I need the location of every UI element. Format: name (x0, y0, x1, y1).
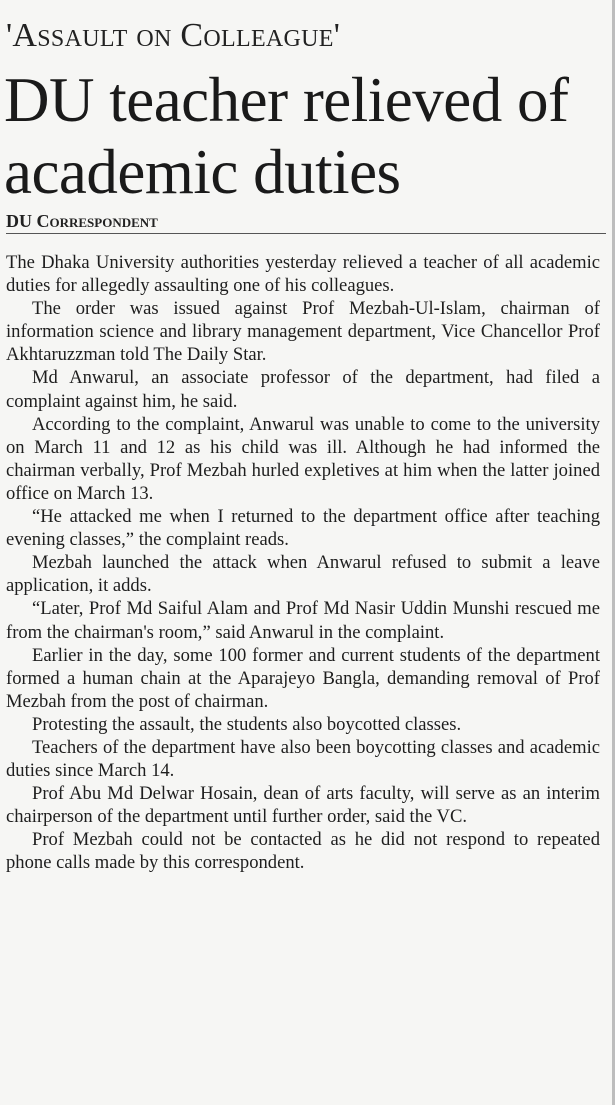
paragraph: The Dhaka University authorities yesterday relieved a teacher of all academic duties for allegedly assaulting one of his colleagues. (6, 252, 600, 297)
byline: DU Correspondent (6, 211, 158, 231)
main-headline: DU teacher relieved of academic duties (4, 65, 569, 207)
paragraph: Teachers of the department have also been boycotting classes and academic duties since March 14. (6, 736, 600, 782)
kicker-headline: 'Assault on Colleague' (6, 17, 341, 54)
paragraph: According to the complaint, Anwarul was unable to come to the university on March 11 and 12 as his child was ill. Although he had informed the chairman verbally, Prof Mezbah hurled expletives at him when the latter joined office on March 13. (6, 413, 600, 504)
article-body (6, 251, 600, 875)
paragraph: Md Anwarul, an associate professor of the department, had filed a complaint against him, he said. (6, 367, 600, 412)
paragraph: Prof Mezbah could not be contacted as he did not respond to repeated phone calls made by this correspondent. (6, 829, 600, 874)
paragraph: Earlier in the day, some 100 former and current students of the department formed a human chain at the Aparajeyo Bangla, demanding removal of Prof Mezbah from the post of chairman. (6, 644, 600, 712)
paragraph: “Later, Prof Md Saiful Alam and Prof Md Nasir Uddin Munshi rescued me from the chairman's room,” said Anwarul in the complaint. (6, 598, 600, 643)
paragraph: Protesting the assault, the students also boycotted classes. (32, 713, 462, 735)
paragraph: The order was issued against Prof Mezbah-Ul-Islam, chairman of information science and library management department, Vice Chancellor Prof Akhtaruzzman told The Daily Star. (6, 298, 600, 366)
paragraph: “He attacked me when I returned to the department office after teaching evening classes,” the complaint reads. (6, 506, 600, 551)
paragraph: Prof Abu Md Delwar Hosain, dean of arts faculty, will serve as an interim chairperson of the department until further order, said the VC. (6, 783, 600, 828)
paragraph: Mezbah launched the attack when Anwarul refused to submit a leave application, it adds. (6, 552, 600, 597)
byline-divider (6, 233, 606, 234)
